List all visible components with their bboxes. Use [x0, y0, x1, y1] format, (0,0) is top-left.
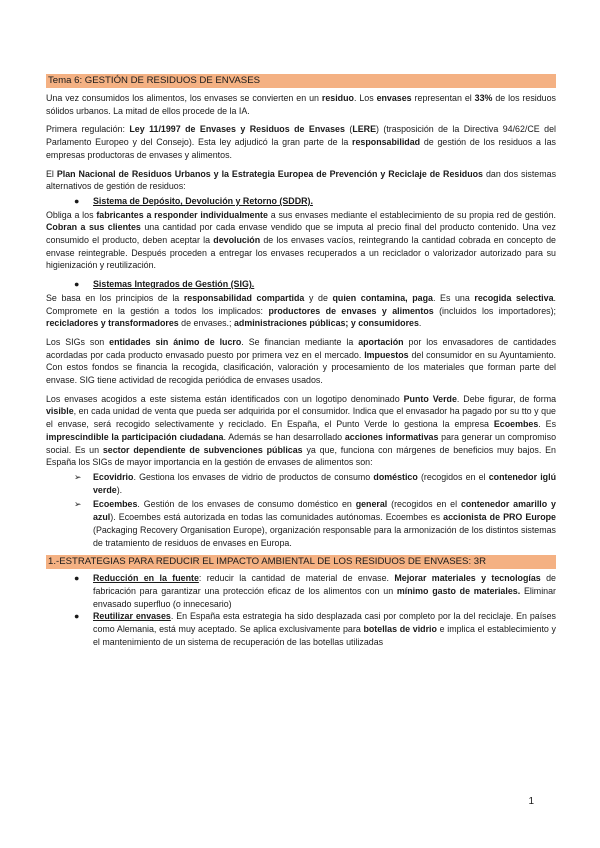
text-run: contenedor amarillo y azul	[93, 499, 556, 523]
paragraph-sddr	[46, 209, 556, 273]
text-run: . Es una	[432, 292, 475, 303]
text-run: y de	[304, 292, 333, 303]
text-run: . Debe figurar, de forma	[456, 393, 557, 404]
text-run: Punto Verde	[403, 393, 457, 404]
bullet-dot-icon: ●	[74, 573, 80, 584]
text-run: : reducir la cantidad de material de envase.	[198, 573, 395, 584]
paragraph-intro	[46, 92, 556, 117]
arrow-item-ecovidrio-text	[93, 471, 556, 496]
text-run: Primera regulación:	[46, 124, 130, 135]
text-run: ya que, funciona con márgenes de beneficios muy bajos. En España los SIGs de mayor importancia en la gestión de envases de alimentos son:	[46, 444, 556, 468]
text-run: una cantidad por cada envase vendido que se imputa al precio final del producto contenido. Una vez consumido el producto, deben aceptar la	[46, 222, 556, 246]
text-run: (	[344, 124, 353, 135]
text-run: ).	[116, 484, 123, 495]
text-run: Ecoembes	[493, 419, 539, 430]
text-run: responsabilidad	[352, 137, 421, 148]
paragraph-sig	[46, 292, 556, 330]
arrow-bullet-icon: ➢	[74, 499, 82, 510]
text-run: de envases.;	[178, 318, 234, 329]
bullet-reduccion	[74, 572, 556, 610]
section-heading-tema6: Tema 6: GESTIÓN DE RESIDUOS DE ENVASES	[46, 74, 556, 88]
text-run: . Compromete en la gestión a todos los implicados:	[46, 292, 556, 316]
text-run: representan el	[411, 93, 475, 103]
bullet-dot-icon: ●	[74, 611, 80, 622]
bullet-reutilizar-text	[93, 610, 556, 648]
text-run: El	[46, 168, 57, 179]
bullet-sddr-title: Sistema de Depósito, Devolución y Retorno (SDDR).	[93, 195, 313, 206]
text-run: Los envases acogidos a este sistema están identificados con un logotipo denominado	[46, 393, 404, 404]
text-run: de fabricación para garantizar una protección eficaz de los alimentos con un	[93, 573, 556, 596]
text-run: imprescindible la participación ciudadana	[46, 431, 224, 442]
text-run: (recogidos en el	[417, 471, 489, 482]
page-number: 1	[528, 796, 534, 807]
text-run: ). Ecoembes está autorizada en todas las comunidades autónomas. Ecoembes es	[110, 512, 444, 523]
text-run: dan dos sistemas alternativos de gestión de residuos:	[46, 168, 557, 192]
text-run: devolución	[213, 235, 261, 246]
text-run: Mejorar materiales y tecnologías	[394, 573, 541, 584]
text-run: 33%	[474, 93, 493, 103]
text-run: por los envasadores de cantidades acordadas por cada producto envasado puesto por primera vez en el mercado.	[46, 336, 557, 360]
text-run: Ecoembes	[93, 499, 138, 510]
text-run: Cobran a sus clientes	[46, 222, 141, 233]
text-run: . Gestión de los envases de consumo doméstico en	[137, 499, 356, 510]
text-run: para generar un compromiso social. Es un	[46, 431, 557, 455]
paragraph-financing	[46, 336, 556, 387]
bullet-dot-icon: ●	[74, 279, 80, 290]
text-run: . Gestiona los envases de vidrio de productos de consumo	[133, 471, 374, 482]
text-run: Se basa en los principios de la	[46, 292, 184, 303]
bullet-reutilizar	[74, 610, 556, 648]
text-run: Una vez consumidos los alimentos, los envases se convierten en un	[46, 93, 322, 103]
text-run: . Los	[353, 93, 377, 103]
text-run: sector dependiente de subvenciones públicas	[102, 444, 303, 455]
text-run: botellas de vidrio	[363, 624, 437, 635]
text-run: aportación	[358, 336, 404, 347]
text-run: . En España esta estrategia ha sido desplazada casi por completo por la del reciclaje. En países como Alemania, está muy aceptado. Se aplica exclusivamente para	[93, 611, 556, 635]
text-run: Ley 11/1997 de Envases y Residuos de Envases	[129, 124, 345, 135]
paragraph-regulation	[46, 123, 556, 161]
bullet-dot-icon: ●	[74, 195, 80, 206]
text-run: administraciones públicas; y consumidores	[233, 318, 419, 329]
text-run: Obliga a los	[46, 209, 97, 220]
text-run: envases	[376, 93, 412, 103]
text-run: ) (trasposición de la Directiva 94/62/CE del Parlamento Europeo y del Consejo). Esta ley adjudicó la gran parte de la	[46, 124, 556, 148]
text-run: de gestión de los residuos a las empresas productoras de envases y alimentos.	[46, 137, 556, 160]
text-run: .	[418, 318, 422, 329]
text-run: visible	[46, 406, 74, 417]
text-run: fabricantes a responder individualmente	[96, 209, 268, 220]
text-run: . Es	[538, 419, 556, 430]
text-run: contenedor iglú verde	[93, 471, 556, 495]
text-run: . Además se han desarrollado	[223, 431, 345, 442]
text-run: Plan Nacional de Residuos Urbanos y la Estrategia Europea de Prevención y Reciclaje de Residuos	[56, 168, 483, 179]
bullet-sig	[74, 278, 556, 291]
text-run: Ecovidrio	[93, 471, 134, 482]
arrow-item-ecovidrio	[74, 471, 556, 496]
text-run: productores de envases y alimentos	[268, 305, 434, 316]
paragraph-punto-verde	[46, 393, 556, 469]
text-run: del consumidor en su Ayuntamiento. Con estos fondos se financia la recogida, clasificación, valoración y procesamiento de los materiales que forman parte del envase. SIG tiene actividad de recogida periódica de envases usados.	[46, 349, 556, 386]
text-run: de los residuos sólidos urbanos. La mitad de ellos procede de la IA.	[46, 93, 556, 116]
bullet-sig-title: Sistemas Integrados de Gestión (SIG).	[93, 279, 255, 290]
page-content	[46, 74, 556, 648]
text-run: doméstico	[373, 471, 418, 482]
text-run: , en cada unidad de venta que pueda ser adquirida por el consumidor. Indica que el envasador ha pagado por su tto y que el envase, será recogido selectivamente y reciclado. En España, el Punto Verde lo gestiona la empresa	[46, 406, 556, 430]
text-run: mínimo gasto de materiales.	[396, 585, 521, 596]
text-run: (recogidos en el	[387, 499, 461, 510]
text-run: accionista de PRO Europe	[443, 512, 556, 523]
paragraph-systems	[46, 168, 556, 193]
text-run: (incluidos los importadores);	[433, 305, 556, 316]
text-run: recogida selectiva	[474, 292, 554, 303]
text-run: Reducción en la fuente	[93, 573, 199, 584]
text-run: de los envases vacíos, reintegrando la cantidad cobrada en concepto de envase reintegrable. Después proceden a entregar los envases recuperados a un reciclador o valorizador autorizado para su higienización y reutilización.	[46, 235, 556, 271]
bullet-sddr	[74, 195, 556, 208]
text-run: a sus envases mediante el establecimiento de su propia red de gestión.	[267, 209, 556, 220]
section-heading-estrategias: 1.-ESTRATEGIAS PARA REDUCIR EL IMPACTO AMBIENTAL DE LOS RESIDUOS DE ENVASES: 3R	[46, 555, 556, 569]
text-run: Reutilizar envases	[93, 611, 171, 622]
text-run: . Se financian mediante la	[241, 336, 359, 347]
arrow-item-ecoembes	[74, 498, 556, 549]
text-run: quien contamina, paga	[332, 292, 433, 303]
text-run: entidades sin ánimo de lucro	[109, 336, 242, 347]
text-run: Los SIGs son	[46, 336, 110, 347]
arrow-item-ecoembes-text	[93, 498, 556, 549]
text-run: Impuestos	[364, 349, 409, 360]
text-run: acciones informativas	[344, 431, 439, 442]
bullet-reduccion-text	[93, 572, 556, 610]
text-run: e implica el establecimiento y el mantenimiento de un sistema de recuperación de las botellas utilizadas	[93, 624, 556, 647]
text-run: Eliminar envasado superfluo (o innecesario)	[93, 585, 556, 609]
text-run: general	[355, 499, 388, 510]
text-run: residuo	[321, 93, 354, 103]
text-run: recicladores y transformadores	[46, 318, 179, 329]
text-run: (Packaging Recovery Organisation Europe), organización responsable para la armonización de los distintos sistemas de tratamiento de residuos de envases en Europa.	[93, 524, 556, 548]
text-run: responsabilidad compartida	[183, 292, 305, 303]
arrow-bullet-icon: ➢	[74, 471, 82, 482]
text-run: LERE	[352, 124, 376, 135]
